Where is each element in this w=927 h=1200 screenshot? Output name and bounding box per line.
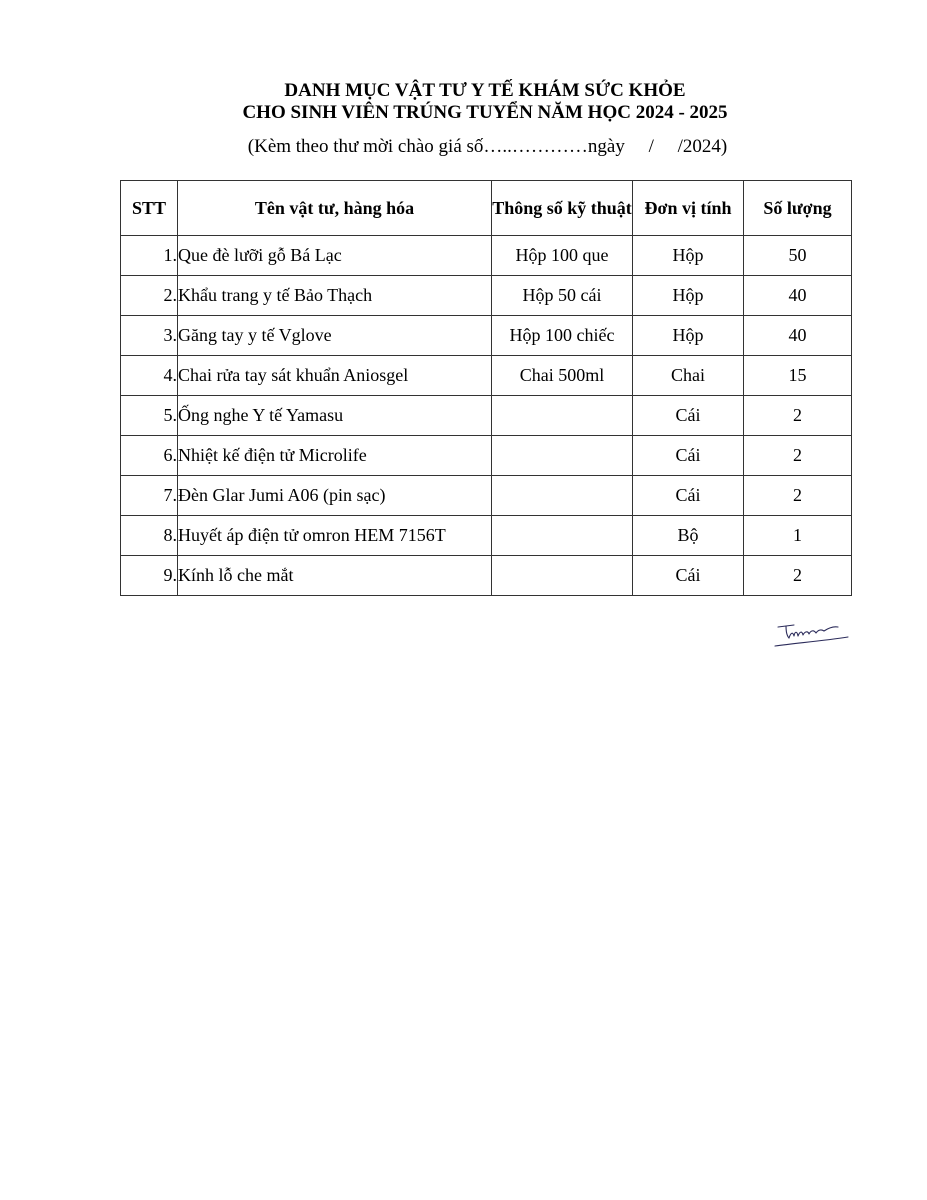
cell-unit: Hộp	[633, 316, 744, 356]
document-title	[0, 80, 927, 124]
cell-stt: 8.	[121, 516, 178, 556]
cell-unit: Hộp	[633, 236, 744, 276]
cell-unit: Cái	[633, 556, 744, 596]
cell-spec	[492, 476, 633, 516]
header-stt: STT	[121, 181, 178, 236]
cell-stt: 2.	[121, 276, 178, 316]
cell-qty: 1	[744, 516, 852, 556]
cell-qty: 2	[744, 556, 852, 596]
cell-spec	[492, 436, 633, 476]
cell-unit: Cái	[633, 476, 744, 516]
table-row	[121, 516, 852, 556]
cell-stt: 9.	[121, 556, 178, 596]
table-row	[121, 436, 852, 476]
title-line-2: CHO SINH VIÊN TRÚNG TUYỂN NĂM HỌC 2024 - 2025	[242, 102, 728, 123]
cell-name: Khẩu trang y tế Bảo Thạch	[178, 276, 492, 316]
table-row	[121, 556, 852, 596]
signature-icon	[772, 618, 852, 650]
cell-spec: Hộp 50 cái	[492, 276, 633, 316]
cell-name: Kính lỗ che mắt	[178, 556, 492, 596]
supplies-table	[120, 180, 852, 596]
table-row	[121, 276, 852, 316]
header-name: Tên vật tư, hàng hóa	[178, 181, 492, 236]
cell-qty: 15	[744, 356, 852, 396]
cell-unit: Chai	[633, 356, 744, 396]
cell-spec	[492, 396, 633, 436]
cell-name: Que đè lưỡi gỗ Bá Lạc	[178, 236, 492, 276]
table-header-row	[121, 181, 852, 236]
cell-name: Đèn Glar Jumi A06 (pin sạc)	[178, 476, 492, 516]
header-qty: Số lượng	[744, 181, 852, 236]
header-spec: Thông số kỹ thuật	[492, 181, 633, 236]
cell-qty: 40	[744, 276, 852, 316]
cell-name: Chai rửa tay sát khuẩn Aniosgel	[178, 356, 492, 396]
cell-name: Huyết áp điện tử omron HEM 7156T	[178, 516, 492, 556]
title-line-1: DANH MỤC VẬT TƯ Y TẾ KHÁM SỨC KHỎE	[284, 80, 686, 101]
cell-spec	[492, 516, 633, 556]
table-row	[121, 316, 852, 356]
table-row	[121, 396, 852, 436]
cell-name: Nhiệt kế điện tử Microlife	[178, 436, 492, 476]
cell-qty: 50	[744, 236, 852, 276]
cell-qty: 2	[744, 396, 852, 436]
cell-spec: Hộp 100 chiếc	[492, 316, 633, 356]
cell-stt: 1.	[121, 236, 178, 276]
cell-qty: 2	[744, 436, 852, 476]
table-row	[121, 476, 852, 516]
cell-unit: Cái	[633, 396, 744, 436]
cell-stt: 3.	[121, 316, 178, 356]
cell-spec: Chai 500ml	[492, 356, 633, 396]
cell-spec	[492, 556, 633, 596]
cell-unit: Bộ	[633, 516, 744, 556]
cell-stt: 7.	[121, 476, 178, 516]
cell-stt: 5.	[121, 396, 178, 436]
cell-stt: 6.	[121, 436, 178, 476]
header-unit: Đơn vị tính	[633, 181, 744, 236]
table-row	[121, 236, 852, 276]
cell-stt: 4.	[121, 356, 178, 396]
table-row	[121, 356, 852, 396]
cell-unit: Hộp	[633, 276, 744, 316]
cell-qty: 40	[744, 316, 852, 356]
cell-name: Găng tay y tế Vglove	[178, 316, 492, 356]
cell-qty: 2	[744, 476, 852, 516]
cell-spec: Hộp 100 que	[492, 236, 633, 276]
cell-name: Ống nghe Y tế Yamasu	[178, 396, 492, 436]
cell-unit: Cái	[633, 436, 744, 476]
document-subtitle: (Kèm theo thư mời chào giá số…..…………ngày / /2024)	[247, 136, 728, 157]
